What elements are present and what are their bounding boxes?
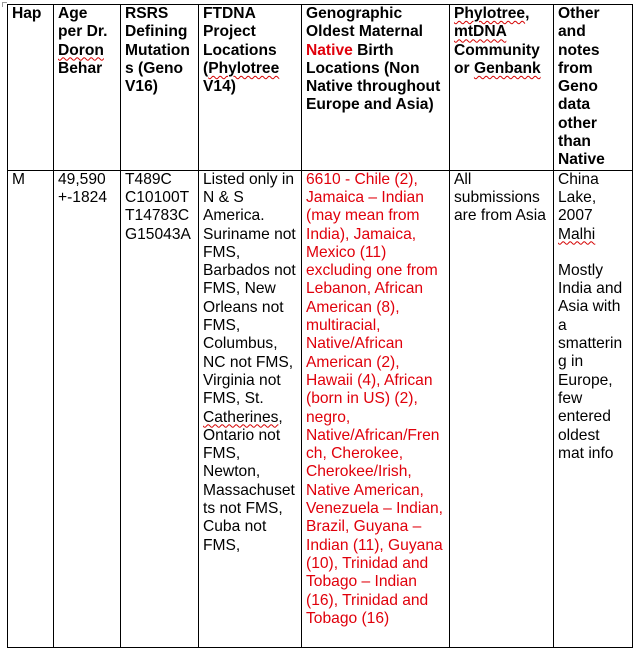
header-age-text-1: Age per Dr. [58,5,108,41]
cell-hap: M [8,170,54,647]
header-row [8,5,633,171]
header-ftdna-text-2: V14) [203,78,236,96]
cell-other-ref-malhi: Malhi [558,225,596,243]
cell-other-ref [558,171,628,244]
header-geno-text-1: Genographic Oldest Maternal [306,5,423,41]
haplogroup-table [7,4,633,648]
header-ftdna-phylotree: Phylotree [208,59,280,77]
header-phylo-genbank: Genbank [473,59,541,77]
header-phylo-comma: , [525,5,530,22]
cell-ftdna-catherines: Catherines [203,408,279,426]
cell-other-notes: Mostly India and Asia with a smattering in Europe, few entered oldest mat info [558,261,623,462]
cell-age: 49,590 +-1824 [54,170,121,647]
header-phylo-mtdna: mtDNA [454,23,507,41]
header-geno [302,5,450,171]
cell-other-spacer [558,244,628,262]
header-phylo [450,5,554,171]
header-rsrs: RSRS Defining Mutations (Geno V16) [121,5,199,171]
cell-other-ref-text: China Lake, 2007 [558,170,599,225]
cell-geno: 6610 - Chile (2), Jamaica – Indian (may mean from India), Jamaica, Mexico (11) excluding one from Lebanon, African American (8), multiracial, Native/African American (2), Hawaii (4), African (born in US) (2), negro, Native/African/French, Cherokee, Cherokee/Irish, Native American, Venezuela – Indian, Brazil, Guyana – Indian (11), Guyana (10), Trinidad and Tobago – Indian (16), Trinidad and Tobago (16) [302,170,450,647]
header-ftdna-text-1: FTDNA Project Locations ( [203,5,277,77]
header-age [54,5,121,171]
header-phylo-text: Community or [454,41,540,77]
cell-other [554,170,633,647]
cell-ftdna-text-2: , Ontario not FMS, Newton, Massachusetts not FMS, Cuba not FMS, [203,408,295,554]
header-other: Other and notes from Geno data other than Native [554,5,633,171]
cell-ftdna-text-1: Listed only in N & S America. Suriname not FMS, Barbados not FMS, New Orleans not FMS, Columbus, NC not FMS, Virginia not FMS, St. [203,170,296,408]
header-phylo-phylotree: Phylotree [454,5,526,22]
header-geno-text-2: Birth Locations (Non Native throughout Europe and Asia) [306,41,441,114]
header-age-text-2: Behar [58,59,103,77]
cell-ftdna [199,170,302,647]
cell-rsrs: T489C C10100T T14783C G15043A [121,170,199,647]
header-age-doron: Doron [58,41,104,59]
header-geno-native: Native [306,41,353,59]
cell-phylo: All submissions are from Asia [450,170,554,647]
table-row [8,170,633,647]
header-ftdna [199,5,302,171]
header-hap: Hap [8,5,54,171]
